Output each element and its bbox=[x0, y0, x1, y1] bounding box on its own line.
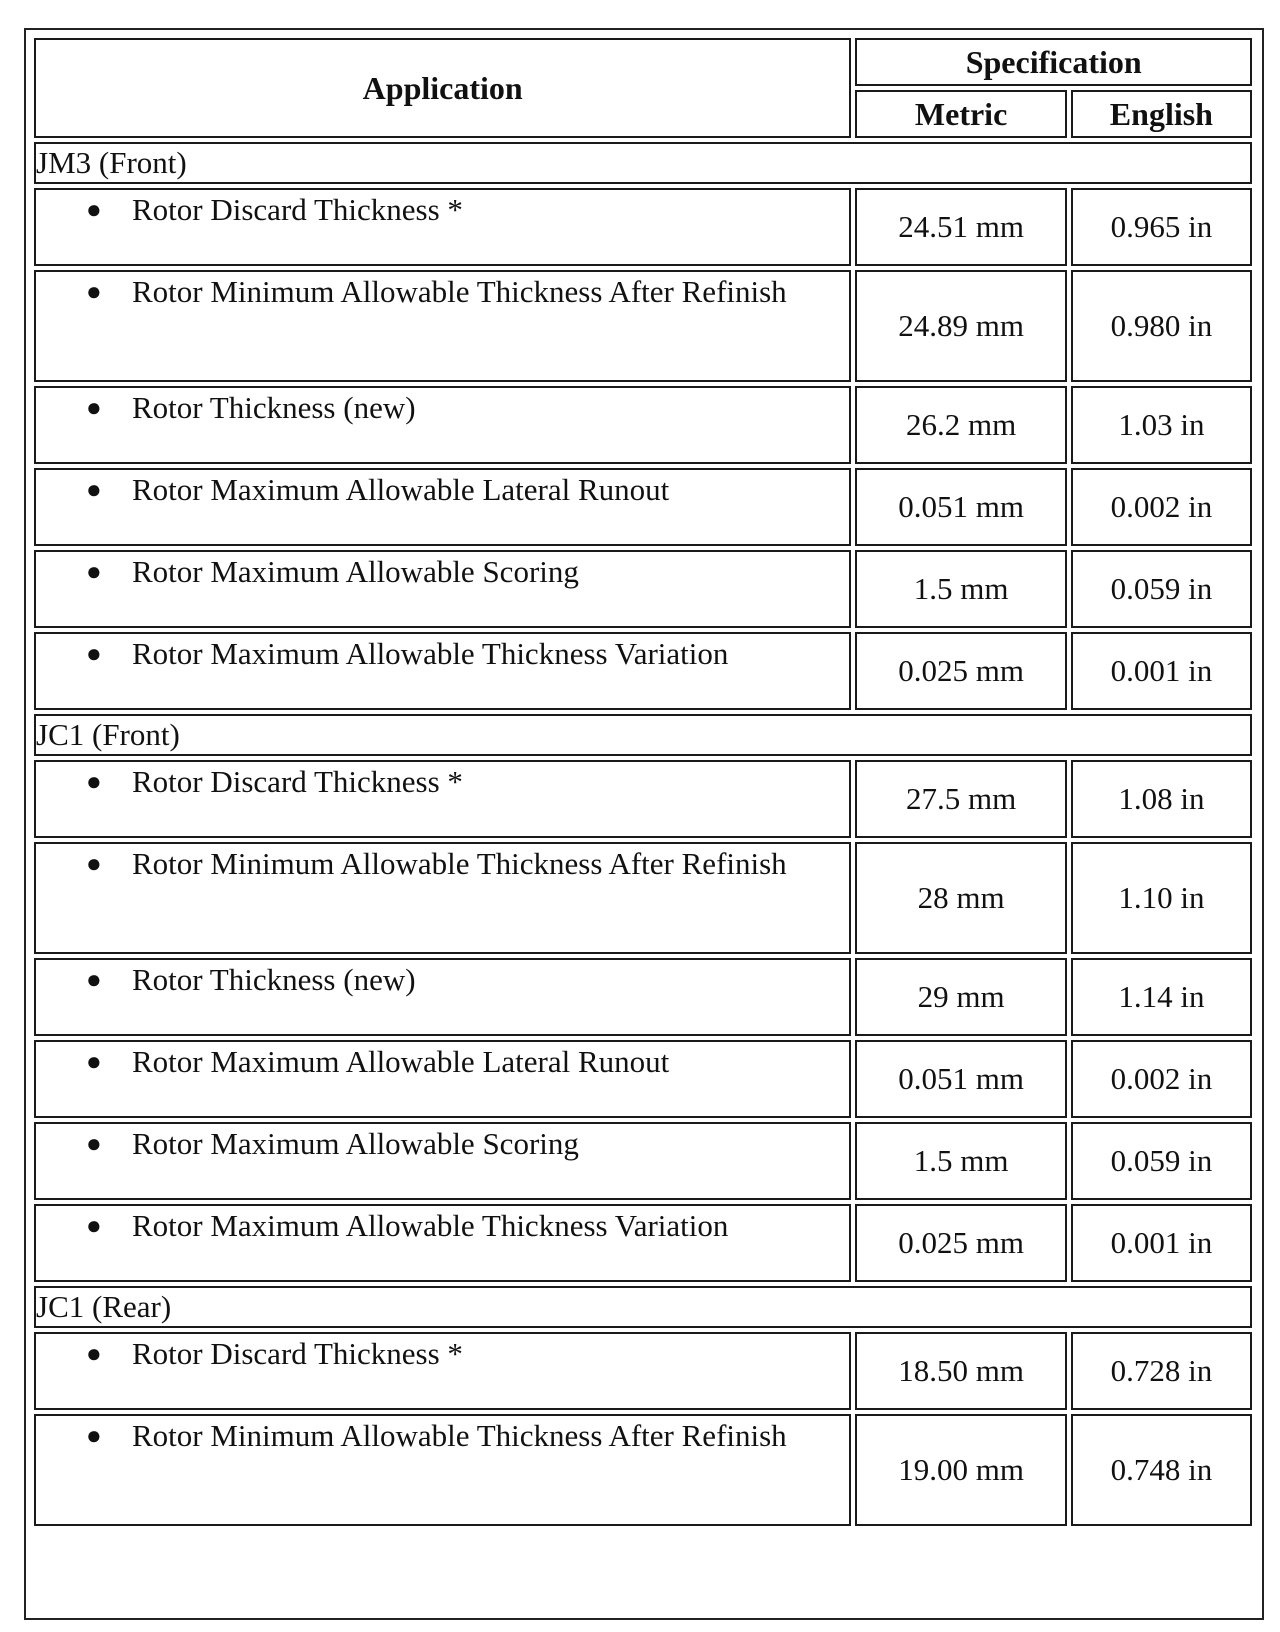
metric-value: 0.051 mm bbox=[855, 468, 1066, 546]
metric-value: 24.51 mm bbox=[855, 188, 1066, 266]
header-english: English bbox=[1071, 90, 1252, 138]
english-value: 1.14 in bbox=[1071, 958, 1252, 1036]
row-label: Rotor Minimum Allowable Thickness After Refinish bbox=[132, 846, 787, 881]
group-row bbox=[34, 142, 1252, 184]
metric-value: 26.2 mm bbox=[855, 386, 1066, 464]
bullet-icon: ● bbox=[86, 965, 102, 994]
bullet-icon: ● bbox=[86, 767, 102, 796]
english-value: 0.980 in bbox=[1071, 270, 1252, 382]
bullet-icon: ● bbox=[86, 557, 102, 586]
row-label: Rotor Thickness (new) bbox=[132, 390, 416, 425]
bullet-icon: ● bbox=[86, 277, 102, 306]
header-specification: Specification bbox=[855, 38, 1252, 86]
bullet-icon: ● bbox=[86, 1211, 102, 1240]
metric-value: 27.5 mm bbox=[855, 760, 1066, 838]
row-label: Rotor Maximum Allowable Lateral Runout bbox=[132, 472, 670, 507]
bullet-icon: ● bbox=[86, 195, 102, 224]
metric-value: 0.025 mm bbox=[855, 632, 1066, 710]
table-row bbox=[34, 1414, 1252, 1526]
table-row bbox=[34, 468, 1252, 546]
group-title: JM3 (Front) bbox=[34, 142, 1252, 184]
spec-table bbox=[30, 34, 1256, 1530]
bullet-icon: ● bbox=[86, 393, 102, 422]
header-metric: Metric bbox=[855, 90, 1066, 138]
table-row bbox=[34, 1332, 1252, 1410]
metric-value: 29 mm bbox=[855, 958, 1066, 1036]
bullet-icon: ● bbox=[86, 1129, 102, 1158]
english-value: 0.001 in bbox=[1071, 1204, 1252, 1282]
table-row bbox=[34, 188, 1252, 266]
row-label: Rotor Maximum Allowable Lateral Runout bbox=[132, 1044, 670, 1079]
row-label: Rotor Minimum Allowable Thickness After Refinish bbox=[132, 1418, 787, 1453]
bullet-icon: ● bbox=[86, 639, 102, 668]
header-application: Application bbox=[34, 38, 851, 138]
row-label: Rotor Maximum Allowable Thickness Variation bbox=[132, 1208, 729, 1243]
english-value: 0.059 in bbox=[1071, 1122, 1252, 1200]
table-row bbox=[34, 270, 1252, 382]
table-row bbox=[34, 550, 1252, 628]
table-row bbox=[34, 386, 1252, 464]
bullet-icon: ● bbox=[86, 1047, 102, 1076]
metric-value: 1.5 mm bbox=[855, 1122, 1066, 1200]
table-row bbox=[34, 1204, 1252, 1282]
english-value: 1.10 in bbox=[1071, 842, 1252, 954]
english-value: 0.001 in bbox=[1071, 632, 1252, 710]
english-value: 1.03 in bbox=[1071, 386, 1252, 464]
english-value: 0.965 in bbox=[1071, 188, 1252, 266]
bullet-icon: ● bbox=[86, 475, 102, 504]
metric-value: 24.89 mm bbox=[855, 270, 1066, 382]
bullet-icon: ● bbox=[86, 1421, 102, 1450]
row-label: Rotor Discard Thickness * bbox=[132, 192, 463, 227]
row-label: Rotor Maximum Allowable Scoring bbox=[132, 1126, 579, 1161]
row-label: Rotor Maximum Allowable Thickness Variation bbox=[132, 636, 729, 671]
table-row bbox=[34, 958, 1252, 1036]
bullet-icon: ● bbox=[86, 1339, 102, 1368]
metric-value: 1.5 mm bbox=[855, 550, 1066, 628]
group-title: JC1 (Rear) bbox=[34, 1286, 1252, 1328]
table-row bbox=[34, 760, 1252, 838]
metric-value: 0.025 mm bbox=[855, 1204, 1066, 1282]
row-label: Rotor Thickness (new) bbox=[132, 962, 416, 997]
group-row bbox=[34, 714, 1252, 756]
metric-value: 18.50 mm bbox=[855, 1332, 1066, 1410]
bullet-icon: ● bbox=[86, 849, 102, 878]
english-value: 0.728 in bbox=[1071, 1332, 1252, 1410]
metric-value: 0.051 mm bbox=[855, 1040, 1066, 1118]
metric-value: 28 mm bbox=[855, 842, 1066, 954]
english-value: 1.08 in bbox=[1071, 760, 1252, 838]
table-row bbox=[34, 1122, 1252, 1200]
row-label: Rotor Discard Thickness * bbox=[132, 1336, 463, 1371]
table-row bbox=[34, 632, 1252, 710]
table-row bbox=[34, 1040, 1252, 1118]
group-row bbox=[34, 1286, 1252, 1328]
row-label: Rotor Maximum Allowable Scoring bbox=[132, 554, 579, 589]
english-value: 0.748 in bbox=[1071, 1414, 1252, 1526]
row-label: Rotor Discard Thickness * bbox=[132, 764, 463, 799]
english-value: 0.002 in bbox=[1071, 1040, 1252, 1118]
english-value: 0.002 in bbox=[1071, 468, 1252, 546]
group-title: JC1 (Front) bbox=[34, 714, 1252, 756]
metric-value: 19.00 mm bbox=[855, 1414, 1066, 1526]
english-value: 0.059 in bbox=[1071, 550, 1252, 628]
row-label: Rotor Minimum Allowable Thickness After Refinish bbox=[132, 274, 787, 309]
table-row bbox=[34, 842, 1252, 954]
